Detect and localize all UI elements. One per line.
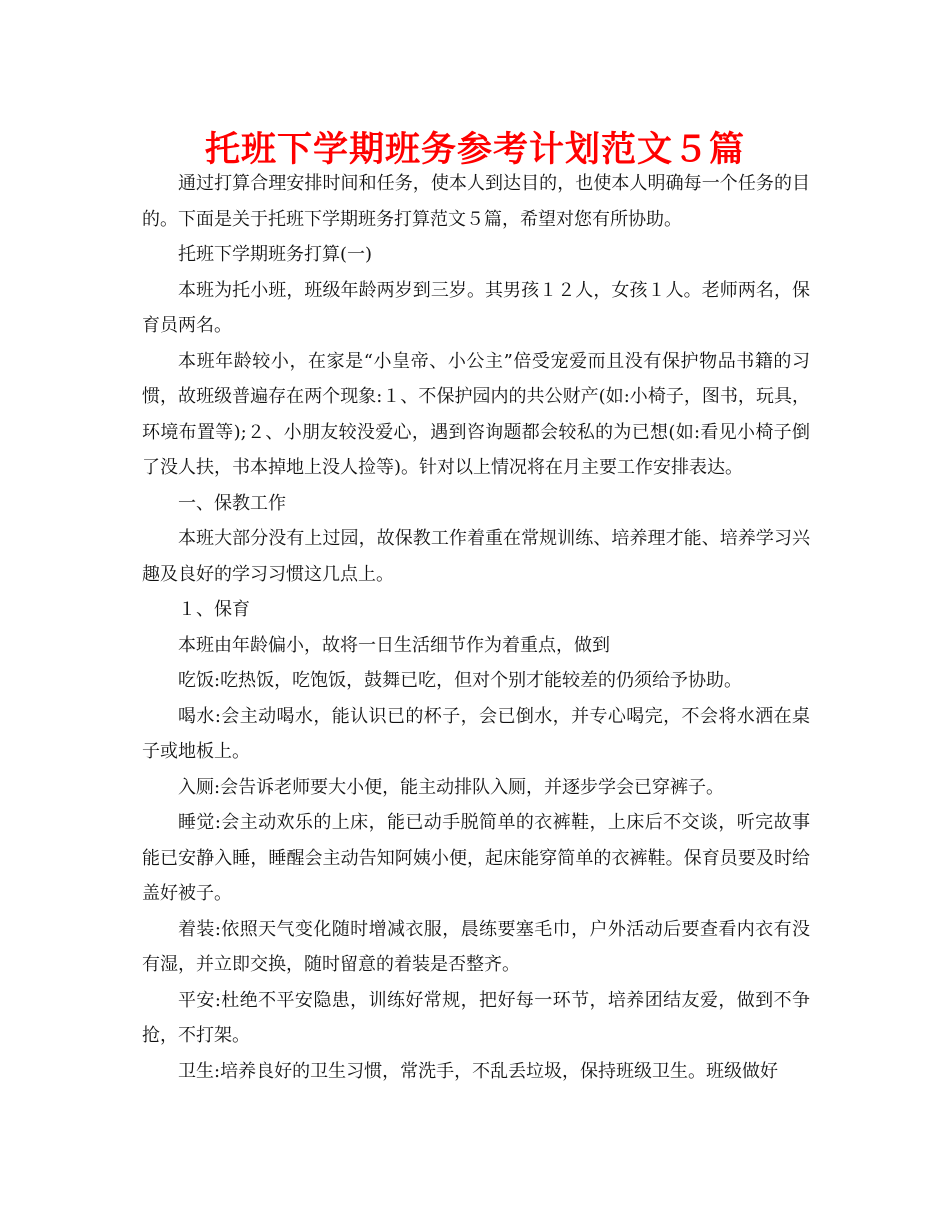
section-heading: 一、保教工作 xyxy=(178,492,286,514)
paragraph: 本班由年龄偏小，故将一日生活细节作为着重点，做到 xyxy=(178,634,610,656)
paragraph: 着装:依照天气变化随时增减衣服，晨练要塞毛巾，户外活动后要查看内衣有没有湿，并立即交换，随时留意的着装是否整齐。 xyxy=(142,918,810,975)
document-body xyxy=(142,166,810,1089)
paragraph: 卫生:培养良好的卫生习惯，常洗手，不乱丢垃圾，保持班级卫生。班级做好 xyxy=(178,1060,779,1082)
page-title: 托班下学期班务参考计划范文５篇 xyxy=(204,130,745,170)
paragraph: 本班年龄较小，在家是“小皇帝、小公主”倍受宠爱而且没有保护物品书籍的习惯，故班级普遍存在两个现象:１、不保护园内的共公财产(如:小椅子，图书，玩具，环境布置等);２、小朋友较没爱心，遇到咨询题都会较私的为已想(如:看见小椅子倒了没人扶，书本掉地上没人捡等)。针对以上情况将在月主要工作安排表达。 xyxy=(142,350,810,478)
section-heading: 托班下学期班务打算(一) xyxy=(178,244,373,265)
subsection-heading: １、保育 xyxy=(178,599,250,620)
paragraph: 入厕:会告诉老师要大小便，能主动排队入厕，并逐步学会已穿裤子。 xyxy=(178,776,725,798)
paragraph: 睡觉:会主动欢乐的上床，能已动手脱简单的衣裤鞋，上床后不交谈，听完故事能已安静入睡，睡醒会主动告知阿姨小便，起床能穿简单的衣裤鞋。保育员要及时给盖好被子。 xyxy=(142,812,810,904)
paragraph: 本班大部分没有上过园，故保教工作着重在常规训练、培养理才能、培养学习兴趣及良好的学习习惯这几点上。 xyxy=(142,528,810,585)
paragraph: 吃饭:吃热饭，吃饱饭，鼓舞已吃，但对个别才能较差的仍须给予协助。 xyxy=(178,670,743,691)
paragraph-intro: 通过打算合理安排时间和任务，使本人到达目的，也使本人明确每一个任务的目的。下面是关于托班下学期班务打算范文５篇，希望对您有所协助。 xyxy=(142,173,810,230)
paragraph: 本班为托小班，班级年龄两岁到三岁。其男孩１２人，女孩１人。老师两名，保育员两名。 xyxy=(142,279,810,336)
paragraph: 喝水:会主动喝水，能认识已的杯子，会已倒水，并专心喝完，不会将水洒在桌子或地板上。 xyxy=(142,705,810,762)
paragraph: 平安:杜绝不平安隐患，训练好常规，把好每一环节，培养团结友爱，做到不争抢，不打架。 xyxy=(142,989,810,1046)
